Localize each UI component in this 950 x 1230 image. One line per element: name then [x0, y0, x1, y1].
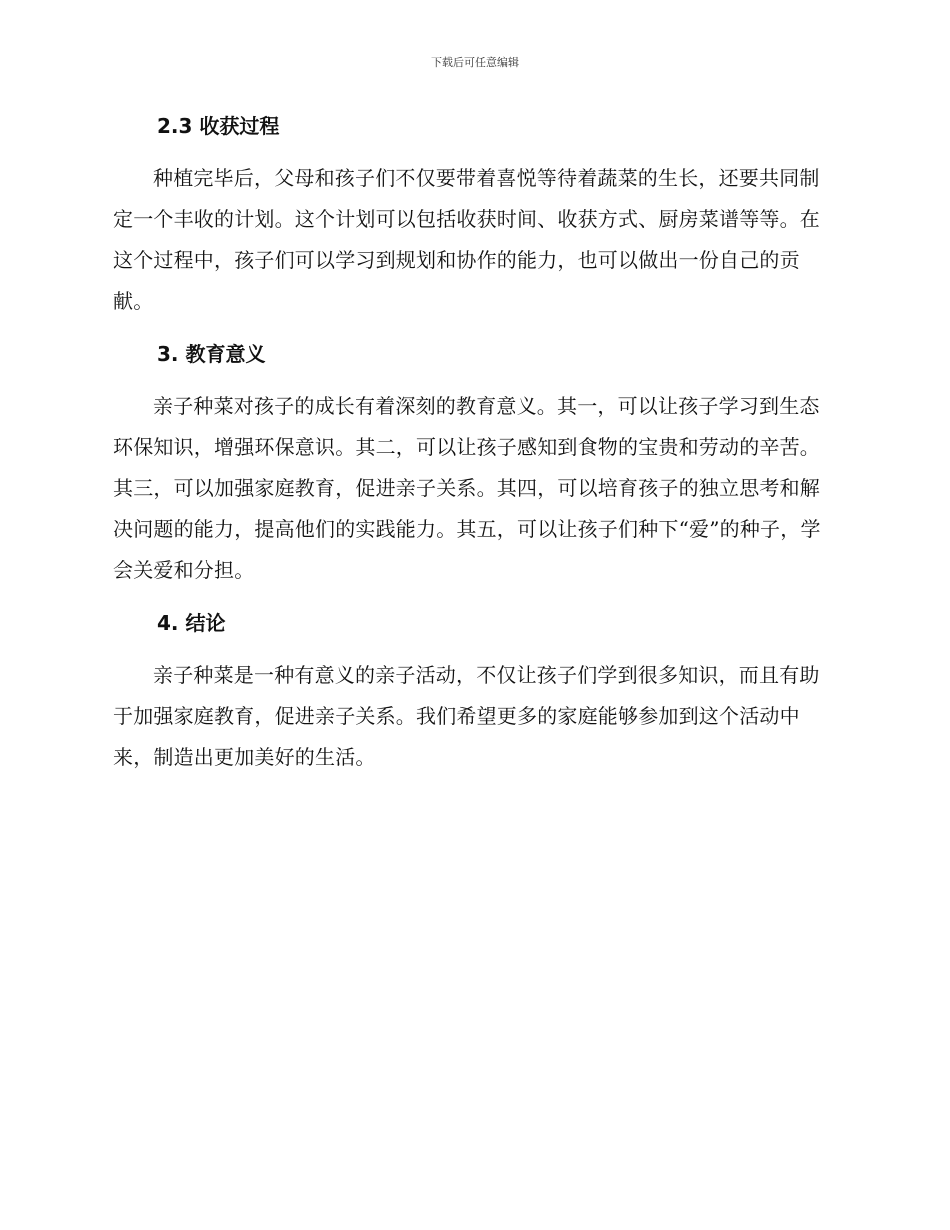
document-body	[113, 108, 835, 792]
section-educational-significance	[113, 336, 835, 591]
section-heading: 3. 教育意义	[157, 342, 266, 366]
section-harvest-process	[113, 108, 835, 322]
header-note: 下载后可任意编辑	[431, 56, 519, 69]
section-paragraph: 亲子种菜对孩子的成长有着深刻的教育意义。其一，可以让孩子学习到生态环保知识，增强环保意识。其二，可以让孩子感知到食物的宝贵和劳动的辛苦。其三，可以加强家庭教育，促进亲子关系。其四，可以培育孩子的独立思考和解决问题的能力，提高他们的实践能力。其五，可以让孩子们种下“爱”的种子，学会关爱和分担。	[113, 394, 821, 582]
section-paragraph: 亲子种菜是一种有意义的亲子活动，不仅让孩子们学到很多知识，而且有助于加强家庭教育，促进亲子关系。我们希望更多的家庭能够参加到这个活动中来，制造出更加美好的生活。	[113, 663, 820, 769]
section-paragraph: 种植完毕后，父母和孩子们不仅要带着喜悦等待着蔬菜的生长，还要共同制定一个丰收的计划。这个计划可以包括收获时间、收获方式、厨房菜谱等等。在这个过程中，孩子们可以学习到规划和协作的能力，也可以做出一份自己的贡献。	[113, 166, 820, 313]
section-heading: 4. 结论	[157, 611, 226, 635]
section-heading: 2.3 收获过程	[157, 114, 280, 138]
section-conclusion	[113, 605, 835, 778]
